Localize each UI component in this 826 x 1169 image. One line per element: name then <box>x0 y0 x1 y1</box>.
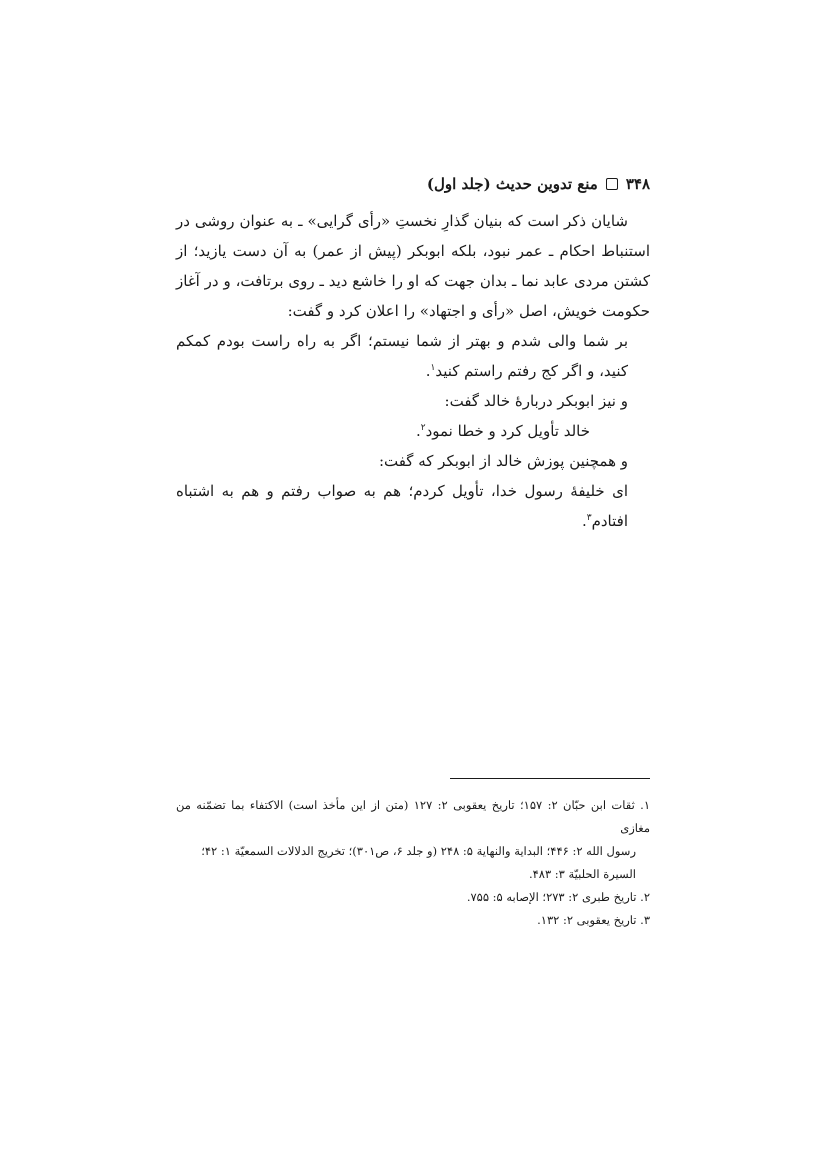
quote-text: بر شما والی شدم و بهتر از شما نیستم؛ اگر به راه راست بودم کمکم کنید، و اگر کج رفتم راستم کنید <box>176 332 628 380</box>
quote-punct: . <box>581 512 587 530</box>
footnote-separator <box>450 778 650 779</box>
footnote-marker: ۳ <box>586 513 592 523</box>
footnote-1-line: رسول الله ۲: ۴۴۶؛ البدایة والنهایة ۵: ۲۴۸ (و جلد ۶، ص۳۰۱)؛ تخریج الدلالات السمعیّة ۱: ۴۲؛ <box>201 844 636 858</box>
quote-punct: . <box>415 422 421 440</box>
page-number: ۳۴۸ <box>625 175 650 193</box>
quote-text: ای خلیفهٔ رسول خدا، تأویل کردم؛ هم به صواب رفتم و هم به اشتباه افتادم <box>176 482 628 530</box>
footnote-marker: ۱ <box>430 363 436 373</box>
square-ornament-icon <box>606 178 618 190</box>
footnotes <box>176 794 650 932</box>
running-title: منع تدوین حدیث (جلد اول) <box>426 175 598 193</box>
block-quote <box>176 416 590 446</box>
footnote-2: ۲. تاریخ طبری ۲: ۲۷۳؛ الإصابه ۵: ۷۵۵. <box>466 890 650 904</box>
paragraph: و همچنین پوزش خالد از ابوبکر که گفت: <box>378 452 628 470</box>
footnote-1-line: السیرة الحلبیّة ۳: ۴۸۳. <box>528 867 636 881</box>
running-header <box>176 170 650 198</box>
footnote-1-line: ۱. ثقات ابن حبّان ۲: ۱۵۷؛ تاریخ یعقوبی ۲: ۱۲۷ (متن از این مأخذ است) الاکتفاء بما تضمّنه من مغازی <box>176 798 650 835</box>
paragraph: و نیز ابوبکر دربارهٔ خالد گفت: <box>444 392 628 410</box>
main-text <box>176 206 650 536</box>
block-quote <box>176 476 628 536</box>
paragraph: شایان ذکر است که بنیان گذارِ نخستِ «رأی گرایی» ـ به عنوان روشی در استنباط احکام ـ عمر نبود، بلکه ابوبکر (پیش از عمر) به آن دست یازید؛ از کشتن مردی عابد نما ـ بدان جهت که او را خاشع دید ـ روی برتافت، و در آغاز حکومت خویش، اصل «رأی و اجتهاد» را اعلان کرد و گفت: <box>176 212 650 320</box>
block-quote <box>176 326 628 386</box>
footnote-3: ۳. تاریخ یعقوبی ۲: ۱۳۲. <box>537 913 650 927</box>
quote-text: خالد تأویل کرد و خطا نمود <box>425 422 590 440</box>
quote-punct: . <box>425 362 431 380</box>
footnote-marker: ۲ <box>420 423 426 433</box>
